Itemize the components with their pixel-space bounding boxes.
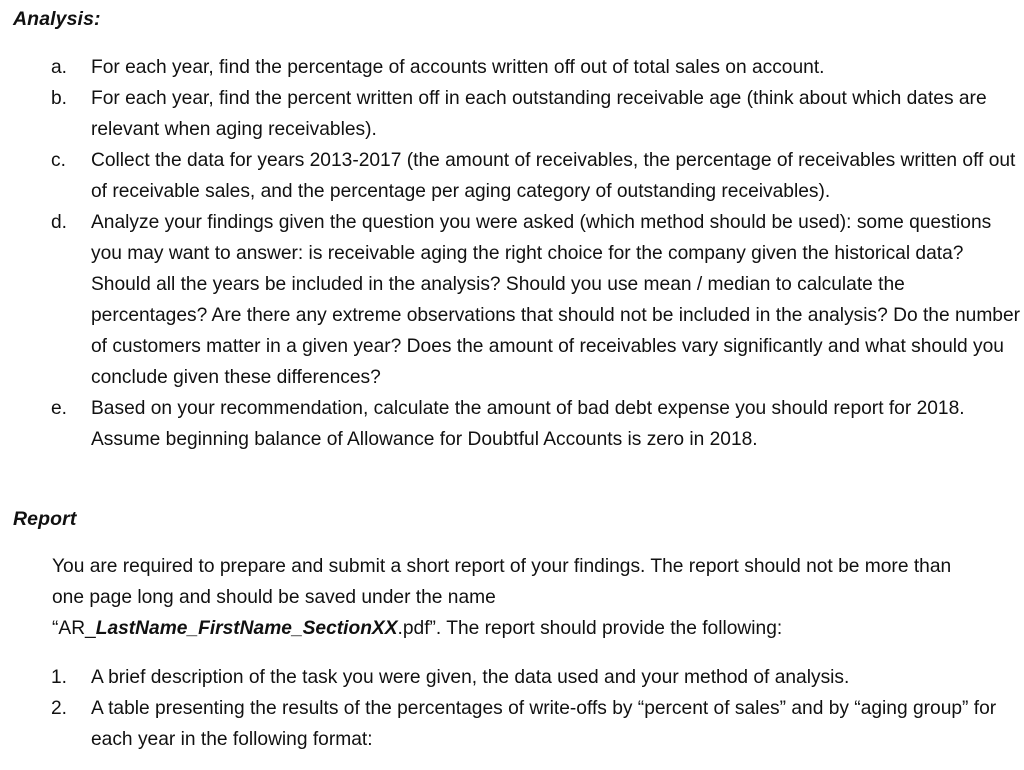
analysis-item-text: For each year, find the percentage of accounts written off out of total sales on account. (91, 57, 825, 78)
report-paragraph-intro: You are required to prepare and submit a short report of your findings. The report should not be more than one page long and should be saved under the name (52, 556, 952, 608)
report-item-text: A table presenting the results of the percentages of write-offs by “percent of sales” and by “aging group” for each year in the following format: (91, 698, 997, 750)
report-item-2 (0, 693, 1021, 755)
analysis-item-e (0, 393, 1021, 455)
list-marker: d. (51, 212, 68, 233)
report-list (0, 662, 1021, 755)
analysis-item-d (0, 207, 1021, 393)
list-marker: a. (51, 57, 68, 78)
list-marker: e. (51, 398, 68, 419)
analysis-item-b (0, 83, 1021, 145)
analysis-item-text: Collect the data for years 2013-2017 (the amount of receivables, the percentage of receivables written off out of receivable sales, and the percentage per aging category of outstanding receivables). (91, 150, 1016, 202)
analysis-item-text: Analyze your findings given the question you were asked (which method should be used): some questions you may want to answer: is receivable aging the right choice for the company given the historical data? Should all the years be included in the analysis? Should you use mean / median to calculate the percentages? Are there any extreme observations that should not be included in the analysis? Do the number of customers matter in a given year? Does the amount of receivables vary significantly and what should you conclude given these differences? (91, 212, 1021, 388)
list-marker: 2. (51, 698, 68, 719)
filename-emphasis: LastName_FirstName_SectionXX (95, 618, 398, 639)
list-marker: c. (51, 150, 66, 171)
report-item-1 (0, 662, 1021, 693)
filename-quote-open: “AR_ (52, 618, 96, 639)
analysis-item-a (0, 52, 1021, 83)
list-marker: b. (51, 88, 68, 109)
report-paragraph-tail: .pdf”. The report should provide the following: (397, 618, 783, 639)
list-marker: 1. (51, 667, 68, 688)
analysis-item-text: Based on your recommendation, calculate the amount of bad debt expense you should report for 2018. Assume beginning balance of Allowance for Doubtful Accounts is zero in 2018. (91, 398, 965, 450)
analysis-item-text: For each year, find the percent written off in each outstanding receivable age (think about which dates are relevant when aging receivables). (91, 88, 987, 140)
report-heading: Report (13, 508, 77, 530)
analysis-heading: Analysis: (13, 8, 101, 30)
analysis-item-c (0, 145, 1021, 207)
report-item-text: A brief description of the task you were given, the data used and your method of analysis. (91, 667, 850, 688)
report-paragraph (52, 551, 987, 644)
analysis-list (0, 52, 1021, 455)
